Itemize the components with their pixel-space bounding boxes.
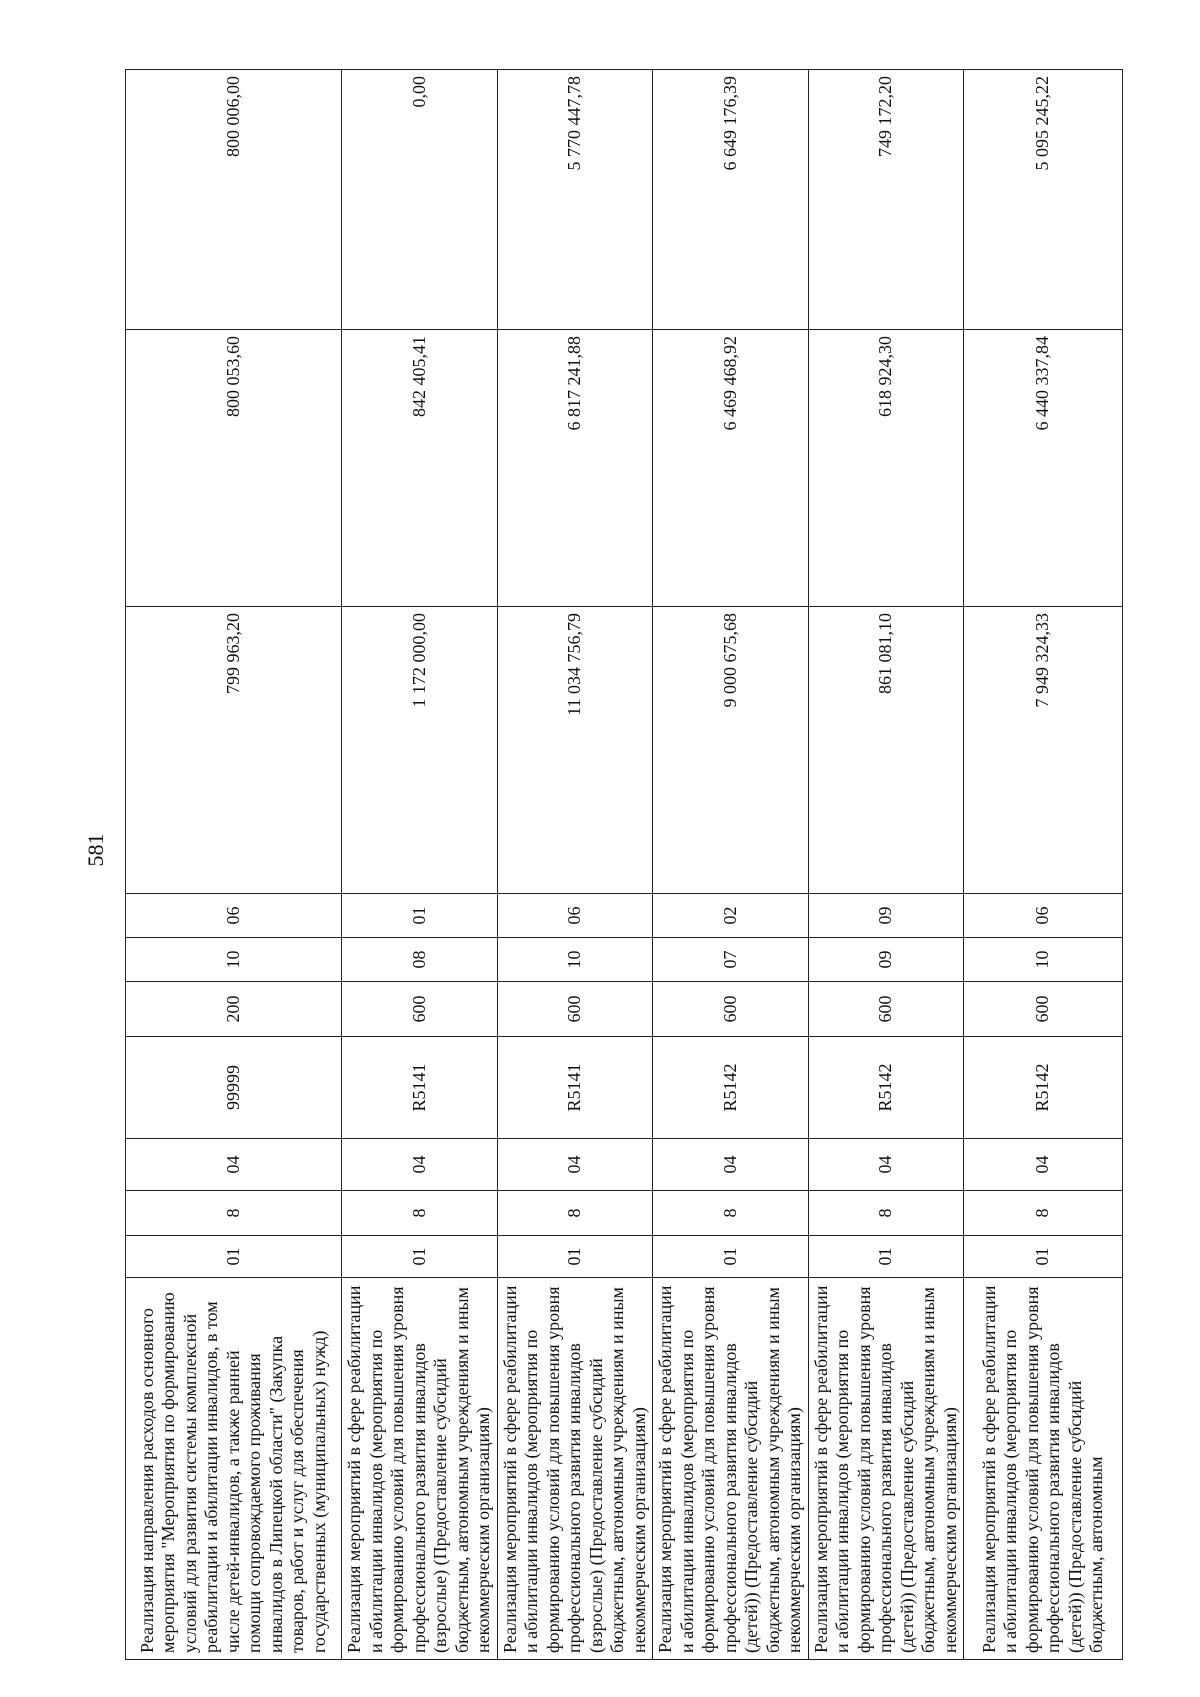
program-code: 01 [964,1236,1123,1278]
row-description: Реализация мероприятий в сфере реабилитации и абилитации инвалидов (мероприятия по формированию условий для повышения уровня профессионального развития инвалидов (детей)) (Предоставление субсидий бюджетным, автономным [964,1278,1123,1660]
direction-code: R5142 [653,1037,809,1139]
main-event-code: 04 [808,1139,964,1191]
row-description: Реализация мероприятий в сфере реабилитации и абилитации инвалидов (мероприятия по формированию условий для повышения уровня профессионального развития инвалидов (взрослые) (Предоставление субсидий бюджетным, автономным учреждениям и иным некоммерческим организациям) [342,1278,498,1660]
table-row [342,70,498,1660]
table-row [808,70,964,1660]
program-code: 01 [808,1236,964,1278]
expense-type-code: 600 [808,982,964,1037]
subprogram-code: 8 [126,1191,342,1236]
program-code: 01 [342,1236,498,1278]
section-code: 08 [342,938,498,982]
amount-year-2: 618 924,30 [808,330,964,607]
table-row [126,70,342,1660]
amount-year-2: 6 469 468,92 [653,330,809,607]
subprogram-code: 8 [964,1191,1123,1236]
section-code: 09 [808,938,964,982]
row-description: Реализация мероприятий в сфере реабилитации и абилитации инвалидов (мероприятия по формированию условий для повышения уровня профессионального развития инвалидов (детей)) (Предоставление субсидий бюджетным, автономным учреждениям и иным некоммерческим организациям) [653,1278,809,1660]
budget-table-sheet [125,70,1106,1660]
page-number: 581 [83,833,108,867]
direction-code: R5142 [808,1037,964,1139]
amount-year-1: 7 949 324,33 [964,607,1123,894]
subsection-code: 06 [497,894,653,938]
program-code: 01 [126,1236,342,1278]
row-description: Реализация мероприятий в сфере реабилитации и абилитации инвалидов (мероприятия по формированию условий для повышения уровня профессионального развития инвалидов (взрослые) (Предоставление субсидий бюджетным, автономным учреждениям и иным некоммерческим организациям) [497,1278,653,1660]
subsection-code: 09 [808,894,964,938]
amount-year-3: 800 006,00 [126,70,342,330]
expense-type-code: 600 [653,982,809,1037]
amount-year-2: 6 817 241,88 [497,330,653,607]
subsection-code: 02 [653,894,809,938]
direction-code: 99999 [126,1037,342,1139]
amount-year-3: 749 172,20 [808,70,964,330]
direction-code: R5141 [342,1037,498,1139]
main-event-code: 04 [653,1139,809,1191]
amount-year-1: 799 963,20 [126,607,342,894]
amount-year-2: 842 405,41 [342,330,498,607]
subprogram-code: 8 [653,1191,809,1236]
budget-table [125,69,1123,1660]
direction-code: R5142 [964,1037,1123,1139]
amount-year-1: 861 081,10 [808,607,964,894]
subprogram-code: 8 [497,1191,653,1236]
main-event-code: 04 [342,1139,498,1191]
row-description: Реализация мероприятий в сфере реабилитации и абилитации инвалидов (мероприятия по формированию условий для повышения уровня профессионального развития инвалидов (детей)) (Предоставление субсидий бюджетным, автономным учреждениям и иным некоммерческим организациям) [808,1278,964,1660]
amount-year-3: 6 649 176,39 [653,70,809,330]
amount-year-3: 0,00 [342,70,498,330]
section-code: 07 [653,938,809,982]
amount-year-3: 5 095 245,22 [964,70,1123,330]
table-row [653,70,809,1660]
subsection-code: 06 [126,894,342,938]
section-code: 10 [497,938,653,982]
amount-year-2: 6 440 337,84 [964,330,1123,607]
amount-year-1: 11 034 756,79 [497,607,653,894]
expense-type-code: 200 [126,982,342,1037]
table-row [964,70,1123,1660]
section-code: 10 [126,938,342,982]
subprogram-code: 8 [342,1191,498,1236]
subsection-code: 01 [342,894,498,938]
expense-type-code: 600 [497,982,653,1037]
amount-year-1: 1 172 000,00 [342,607,498,894]
amount-year-1: 9 000 675,68 [653,607,809,894]
subsection-code: 06 [964,894,1123,938]
program-code: 01 [497,1236,653,1278]
main-event-code: 04 [497,1139,653,1191]
table-row [497,70,653,1660]
program-code: 01 [653,1236,809,1278]
main-event-code: 04 [126,1139,342,1191]
subprogram-code: 8 [808,1191,964,1236]
expense-type-code: 600 [342,982,498,1037]
amount-year-2: 800 053,60 [126,330,342,607]
direction-code: R5141 [497,1037,653,1139]
row-description: Реализация направления расходов основного мероприятия "Мероприятия по формированию условий для развития системы комплексной реабилитации и абилитации инвалидов, в том числе детей-инвалидов, а также ранней помощи сопровождаемого проживания инвалидов в Липецкой области" (Закупка товаров, работ и услуг для обеспечения государственных (муниципальных) нужд) [126,1278,342,1660]
amount-year-3: 5 770 447,78 [497,70,653,330]
main-event-code: 04 [964,1139,1123,1191]
expense-type-code: 600 [964,982,1123,1037]
section-code: 10 [964,938,1123,982]
